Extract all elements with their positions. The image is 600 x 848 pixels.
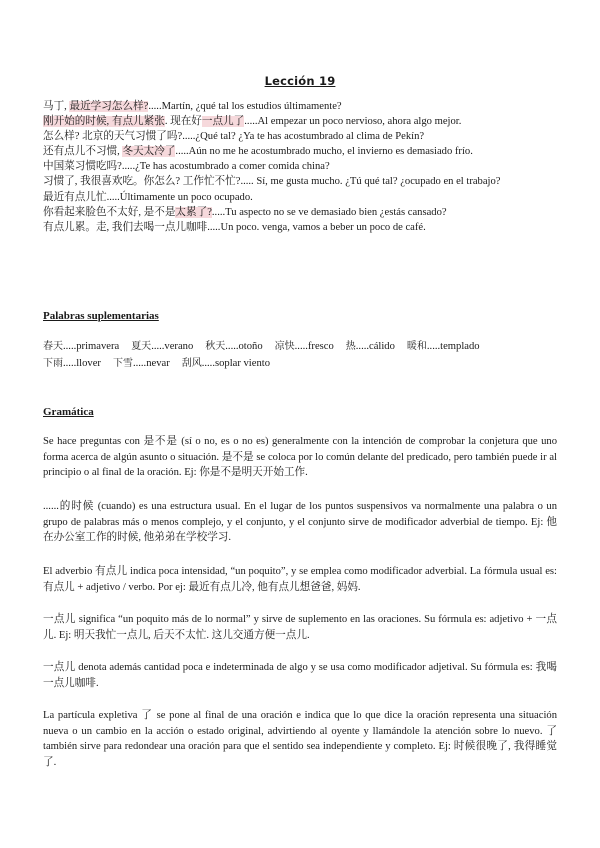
dialogue-line	[43, 144, 557, 159]
vocab-item	[43, 341, 119, 352]
vocab-spanish: .....nevar	[132, 358, 170, 369]
vocab-chinese: 刮风	[181, 358, 202, 369]
dialogue-text: .....Martín, ¿qué tal los estudios últimamente?	[148, 101, 342, 112]
dialogue-text: .....Un poco. venga, vamos a beber un poco de café.	[207, 221, 426, 233]
vocab-spanish: .....verano	[151, 341, 194, 352]
vocab-item	[275, 341, 334, 352]
vocab-item	[43, 358, 101, 369]
vocab-chinese: 下雨	[43, 358, 63, 369]
dialogue-text: 你看起来脸色不太好, 是不是	[43, 206, 176, 218]
highlighted-text: 刚开始的时候, 有点儿紧张	[43, 116, 165, 128]
grammar-paragraph: El adverbio 有点儿 indica poca intensidad, “un poquito”, y se emplea como modificador adverbial. La fórmula usual es: 有点儿 + adjetivo / verbo. Por ej: 最近有点儿冷, 他有点儿想爸爸, 妈妈.	[43, 566, 557, 593]
vocab-list	[43, 338, 557, 372]
highlighted-text: 最近学习怎么样?	[69, 101, 149, 112]
dialogue-text: .....Al empezar un poco nervioso, ahora algo mejor.	[244, 116, 462, 128]
dialogue-text: 还有点儿不习惯,	[43, 146, 123, 158]
lesson-title: Lección 19	[264, 74, 336, 88]
vocab-chinese: 下雪	[112, 358, 133, 369]
vocab-item	[407, 341, 480, 352]
vocab-row	[43, 355, 557, 372]
vocab-spanish: .....otoño	[225, 341, 263, 352]
dialogue-line	[43, 114, 557, 129]
highlighted-text: 一点儿了	[201, 116, 245, 128]
grammar-section-title: Gramática	[43, 406, 94, 418]
grammar-paragraph: ......的时候 (cuando) es una estructura usual. En el lugar de los puntos suspensivos va normalmente una palabra o un grupo de palabras más o menos complejo, y el conjunto, y el conjunto sirve de modificador adverbial de tiempo. Ej: 他在办公室工作的时候, 他弟弟在学校学习.	[43, 501, 557, 543]
vocab-chinese: 热	[345, 341, 356, 352]
vocab-spanish: .....primavera	[63, 341, 120, 352]
dialogue-line	[43, 174, 557, 189]
vocab-chinese: 秋天	[205, 341, 226, 352]
dialogue-text: 怎么样? 北京的天气习惯了吗?	[43, 131, 183, 143]
dialogue-text: 最近有点儿忙	[43, 191, 107, 203]
dialogue-text: 马丁,	[43, 101, 70, 112]
dialogue-text: .....Tu aspecto no se ve demasiado bien ¿estás cansado?	[211, 206, 447, 218]
grammar-paragraph: Se hace preguntas con 是不是 (sí o no, es o no es) generalmente con la intención de comprobar la conjetura que uno forma acerca de algún asunto o situación. 是不是 se coloca por lo común delante del predicado, pero también puede ir al principio o al final de la oración. Ej: 你是不是明天开始工作.	[43, 436, 557, 478]
highlighted-text: 冬天太冷了	[122, 146, 176, 158]
dialogue-text: 中国菜习惯吃吗?	[43, 161, 122, 173]
dialogue-line	[43, 205, 557, 220]
dialogue-text: .....¿Qué tal? ¿Ya te has acostumbrado al clima de Pekín?	[182, 131, 425, 143]
vocab-chinese: 春天	[43, 341, 63, 352]
dialogue-line	[43, 190, 557, 205]
vocab-spanish: .....soplar viento	[201, 358, 270, 369]
vocab-item	[113, 358, 170, 369]
vocab-row	[43, 338, 557, 355]
grammar-paragraph: 一点儿 significa “un poquito más de lo normal” y sirve de suplemento en las oraciones. Su fórmula es: adjetivo + 一点儿. Ej: 明天我忙一点儿, 后天不太忙. 这儿交通方便一点儿.	[43, 614, 557, 641]
highlighted-text: 太累了?	[175, 206, 212, 218]
dialogue-text: 有点儿累。走, 我们去喝一点儿咖啡	[43, 221, 208, 233]
dialogue-text: .....Últimamente un poco ocupado.	[106, 191, 253, 203]
vocab-item	[182, 358, 270, 369]
dialogue-text: ..... Sí, me gusta mucho. ¿Tú qué tal? ¿ocupado en el trabajo?	[240, 176, 501, 188]
vocab-item	[205, 341, 262, 352]
vocab-chinese: 暖和	[406, 341, 427, 352]
vocab-item	[131, 341, 193, 352]
vocab-spanish: .....templado	[426, 341, 480, 352]
dialogue-text: 习惯了, 我很喜欢吃。你怎么? 工作忙不忙?	[43, 176, 241, 188]
vocab-spanish: .....llover	[63, 358, 101, 369]
vocab-section-title: Palabras suplementarias	[43, 310, 159, 322]
dialogue-text: .....¿Te has acostumbrado a comer comida china?	[121, 161, 330, 173]
dialogue-text: . 现在好	[164, 116, 202, 128]
grammar-paragraph: 一点儿 denota además cantidad poca e indeterminada de algo y se usa como modificador adjetival. Su fórmula es: 我喝一点儿咖啡.	[43, 662, 557, 689]
dialogue-line	[43, 220, 557, 235]
vocab-spanish: .....cálido	[355, 341, 395, 352]
vocab-chinese: 凉快	[274, 341, 295, 352]
dialogue-text: .....Aún no me he acostumbrado mucho, el invierno es demasiado frío.	[175, 146, 473, 158]
dialogue-line	[43, 129, 557, 144]
dialogue-block	[43, 99, 557, 235]
dialogue-line	[43, 159, 557, 174]
dialogue-line	[43, 99, 557, 114]
vocab-chinese: 夏天	[131, 341, 152, 352]
grammar-paragraph: La partícula expletiva 了 se pone al final de una oración e indica que lo que dice la oración representa una situación nueva o un cambio en la acción o estado original, advirtiendo al oyente y llamándole la atención sobre lo nuevo. 了 también sirve para redondear una oración para que el sentido sea independiente y completo. Ej: 时候很晚了, 我得睡觉了.	[43, 710, 557, 768]
vocab-spanish: .....fresco	[294, 341, 334, 352]
vocab-item	[346, 341, 395, 352]
